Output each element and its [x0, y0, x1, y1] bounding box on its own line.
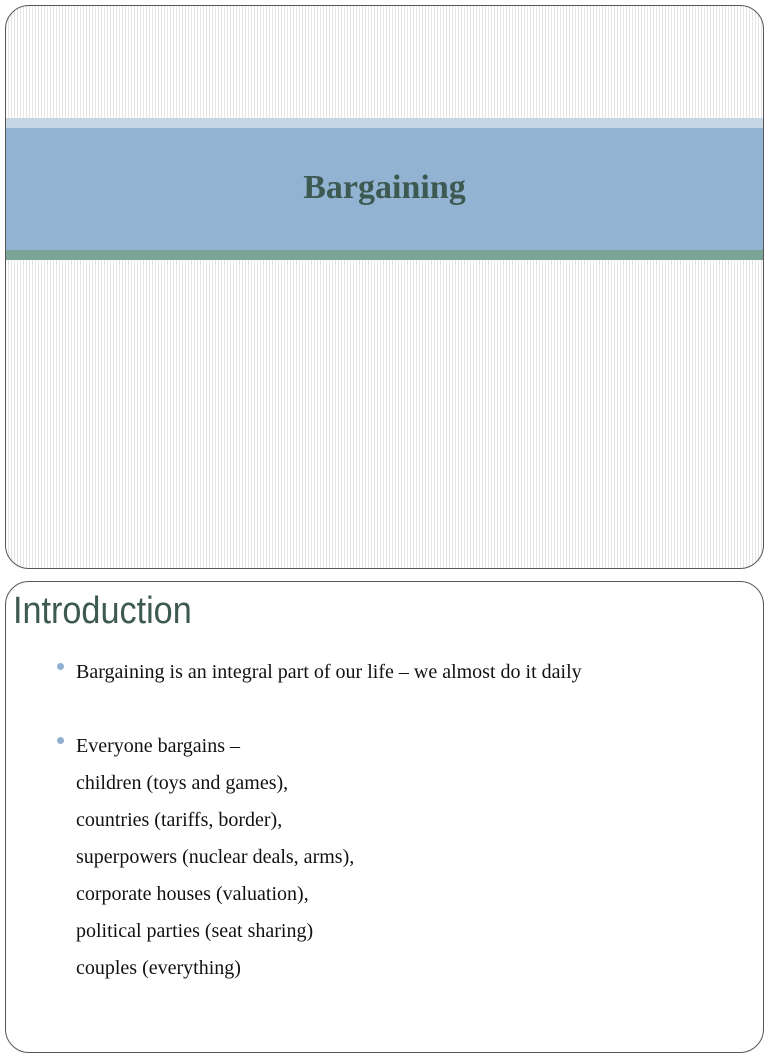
bullet-icon — [57, 663, 64, 670]
bullet-subline: political parties (seat sharing) — [76, 920, 314, 942]
title-band-bottom-stripe — [6, 250, 763, 260]
bullet-icon — [57, 737, 64, 744]
bullet-subline: corporate houses (valuation), — [76, 883, 309, 905]
bullet-subline: children (toys and games), — [76, 772, 289, 794]
bullet-text: Everyone bargains – — [76, 735, 241, 757]
bullet-text: Bargaining is an integral part of our life – we almost do it daily — [76, 661, 582, 683]
bullet-subline: countries (tariffs, border), — [76, 809, 283, 831]
slide-heading: Introduction — [13, 590, 192, 632]
slide-title: Bargaining — [303, 169, 466, 206]
introduction-slide — [5, 581, 764, 1053]
bullet-subline: superpowers (nuclear deals, arms), — [76, 846, 355, 868]
title-band-top-stripe — [6, 118, 763, 128]
title-slide — [5, 5, 764, 569]
bullet-item — [76, 728, 354, 987]
title-band — [6, 128, 763, 250]
bullet-subline: couples (everything) — [76, 957, 241, 979]
bullet-item — [76, 654, 582, 691]
